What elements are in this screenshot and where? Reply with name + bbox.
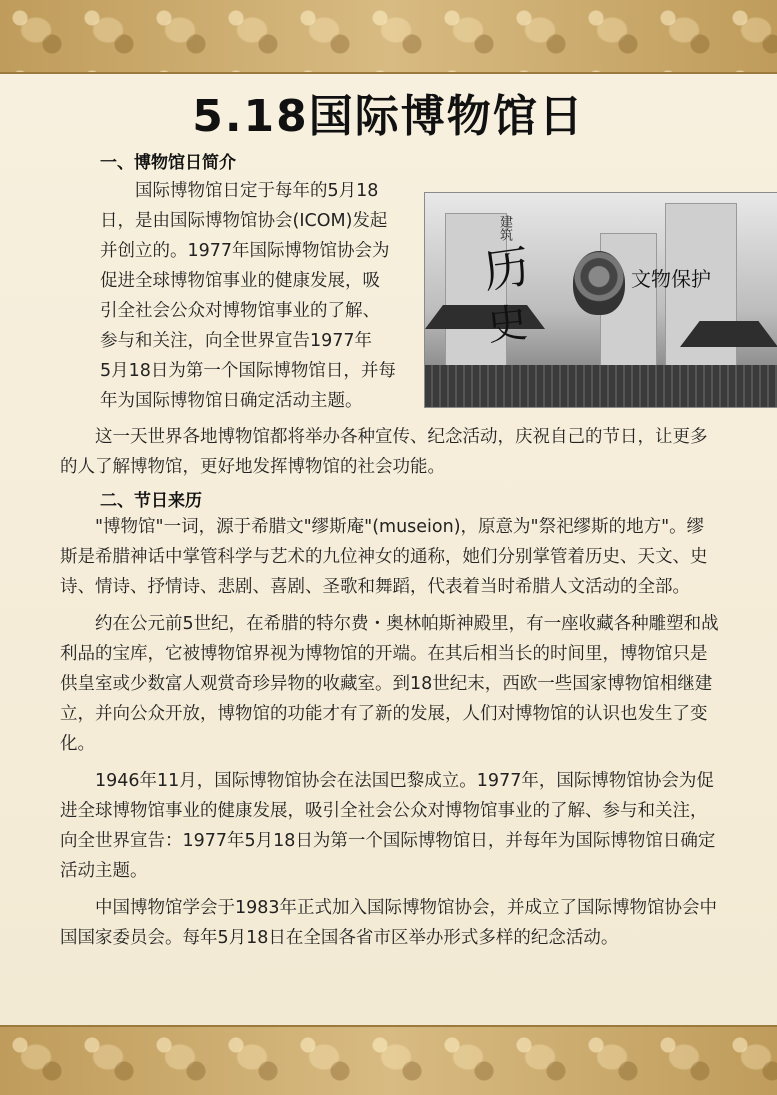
intro-paragraph-1	[100, 176, 420, 416]
intro-line: 促进全球博物馆事业的健康发展，吸	[100, 271, 380, 291]
calligraphy-char-2: 史	[485, 300, 530, 350]
origin-paragraph-1: "博物馆"一词，源于希腊文"缪斯庵"(museion)，原意为"祭祀缪斯的地方"。缪斯是希腊神话中掌管科学与艺术的九位神女的通称，她们分别掌管着历史、天文、史诗、情诗、抒情诗、悲剧、喜剧、圣歌和舞蹈，代表着当时希腊人文活动的全部。	[60, 517, 708, 597]
intro-line: 5月18日为第一个国际博物馆日，并每	[100, 361, 396, 381]
paragraph-text: 这一天世界各地博物馆都将举办各种宣传、纪念活动，庆祝自己的节日，让更多的人了解博物馆，更好地发挥博物馆的社会功能。	[60, 427, 708, 477]
origin-body	[60, 512, 720, 953]
origin-paragraph-2: 约在公元前5世纪，在希腊的特尔费・奥林帕斯神殿里，有一座收藏各种雕塑和战利品的宝库，它被博物馆界视为博物馆的开端。在其后相当长的时间里，博物馆只是供皇室或少数富人观赏奇珍异物的收藏室。到18世纪末，西欧一些国家博物馆相继建立，并向公众开放，博物馆的功能才有了新的发展，人们对博物馆的认识也发生了变化。	[60, 614, 719, 754]
intro-line: 并创立的。1977年国际博物馆协会为	[100, 241, 390, 261]
intro-paragraph-2	[60, 422, 720, 482]
intro-line: 国际博物馆日定于每年的5月18	[135, 181, 379, 201]
image-caption: 文物保护	[631, 267, 711, 291]
heritage-photo	[424, 192, 777, 408]
top-ornament-band	[0, 0, 777, 74]
section-heading-intro: 一、博物馆日简介	[100, 153, 236, 173]
bottom-ornament-band	[0, 1025, 777, 1095]
section-heading-origin: 二、节日来历	[100, 491, 202, 511]
calligraphy-char-1: 历	[479, 239, 533, 299]
image-small-caption: 建筑	[497, 215, 512, 241]
palace-wall-shape	[425, 365, 777, 407]
intro-line: 引全社会公众对博物馆事业的了解、	[100, 301, 380, 321]
origin-paragraph-3: 1946年11月，国际博物馆协会在法国巴黎成立。1977年，国际博物馆协会为促进全球博物馆事业的健康发展，吸引全社会公众对博物馆事业的了解、参与和关注，向全世界宣告：1977年5月18日为第一个国际博物馆日，并每年为国际博物馆日确定活动主题。	[60, 771, 716, 881]
lion-knocker-icon	[573, 251, 625, 315]
page-title: 5.18国际博物馆日	[192, 91, 585, 142]
intro-line: 参与和关注，向全世界宣告1977年	[100, 331, 373, 351]
intro-line: 年为国际博物馆日确定活动主题。	[100, 391, 363, 411]
origin-paragraph-4: 中国博物馆学会于1983年正式加入国际博物馆协会，并成立了国际博物馆协会中国国家委员会。每年5月18日在全国各省市区举办形式多样的纪念活动。	[60, 898, 718, 948]
intro-line: 日，是由国际博物馆协会(ICOM)发起	[100, 211, 388, 231]
